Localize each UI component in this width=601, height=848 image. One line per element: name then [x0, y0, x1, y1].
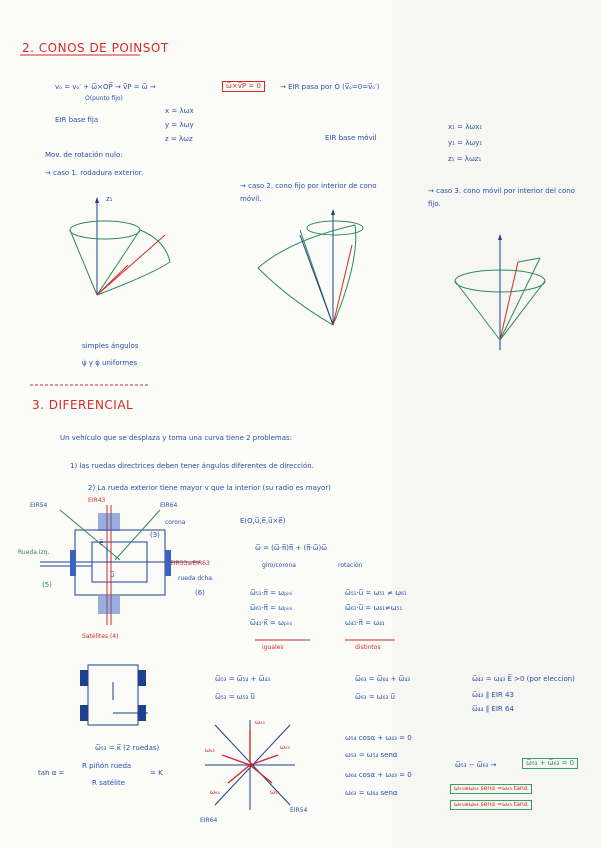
tag-distintos: distintos [355, 644, 381, 651]
star-eir54: EIR54 [290, 807, 308, 814]
star-w53: ω₅₃ [280, 744, 290, 751]
label-n6: (6) [195, 589, 205, 597]
label-eir64: EIR64 [160, 502, 178, 509]
result-tan-2: ω₆₃≡ω₆₄ senα =ω₄₃ tanα [450, 800, 532, 810]
eir-origin-note: → EIR pasa por O (v̅ₒ=0=v̅ₒ′) [280, 83, 380, 91]
mobile-eq-x: x₁ = λωx₁ [448, 123, 483, 131]
wheel-vector-note: ω̅₅₃ = κ̅ (2 ruedas) [95, 744, 160, 752]
tag-iguales: iguales [262, 644, 284, 651]
sin-eq-2: ω₅₃ = ω₅₄ senα [345, 751, 398, 759]
label-rueda-izq: Rueda izq. [18, 549, 50, 556]
result-tan-1: ω₅₃≡ω₅₄ senα =ω₄₃ tanα [450, 784, 532, 794]
label-n3: (3) [150, 531, 160, 539]
case-2-label: → caso 2. cono fijo por interior de cono móvil. [240, 182, 377, 203]
car-sketch [80, 665, 148, 725]
rotation-null-label: Mov. de rotación nulo: [45, 151, 123, 159]
w43-def: ω̅₄₃ = ω₄₃ E̅ >0 (por eleccion) [472, 675, 575, 683]
diff-line-2: 1) las ruedas directrices deben tener ángulos diferentes de dirección. [70, 462, 314, 470]
label-rueda-dcha: rueda dcha. [178, 575, 214, 582]
vector-star-diagram [205, 720, 295, 810]
diff-line-1: Un vehículo que se desplaza y toma una curva tiene 2 problemas: [60, 434, 293, 442]
sin-eq-4: ω₆₃ = ω₆₄ senα [345, 789, 398, 797]
right-eq-2: ω̅₆₁·u̅ = ω₆₁≠ω₅₁ [345, 604, 403, 612]
eir-fixed-label: EIR base fija [55, 116, 99, 124]
label-n5: (5) [42, 581, 52, 589]
eir-mobile-label: EIR base móvil [325, 134, 377, 142]
boxed-condition: ω̅×v̅P = 0 [222, 81, 265, 92]
mobile-eq-y: y₁ = λωy₁ [448, 139, 483, 147]
sub-giro: giro/corona [262, 562, 296, 569]
cone-case-1 [70, 197, 170, 295]
w53-sum: ω̅₅₃ = ω̅₅₄ + ω̅₄₃ [215, 675, 271, 683]
label-u-vec: u̅ [110, 571, 115, 579]
sin-eq-1: ω₅₄ cosα + ω₄₃ = 0 [345, 734, 412, 742]
tan-result: = K [150, 769, 163, 777]
right-eq-1: ω̅₅₁·u̅ = ω₅₁ ≠ ω₆₁ [345, 589, 407, 597]
label-satellites: Satélites (4) [82, 633, 119, 640]
case-3-label: → caso 3. cono móvil por interior del cono fijo. [428, 187, 575, 208]
velocity-equation: vₒ = vₒ′ + ω̅×OP̅ → v̅P = ω̅ → [55, 83, 156, 91]
left-eq-2: ω̅₆₁·π̅ = ωₚᵢₙᵢ [250, 604, 293, 612]
cone-case-2 [258, 209, 363, 325]
w63-sum: ω̅₆₃ = ω̅₆₄ + ω̅₄₃ [355, 675, 411, 683]
omega-decomposition: ω̅ = (ω̅·π̅)π̅ + (π̅·ω̅)ω̅ [255, 544, 328, 552]
fixed-eq-x: x = λωx [165, 107, 194, 115]
star-w54: ω₅₄ [270, 789, 280, 796]
w44-eir: ω̅₄₄ ∥ EIR 64 [472, 705, 514, 713]
star-w43: ω₄₃ [255, 719, 265, 726]
w43-eir: ω̅₄₃ ∥ EIR 43 [472, 691, 514, 699]
w63-axis: ω̅₆₃ = ω₆₃ u̅ [355, 693, 395, 701]
left-eq-3: ω̅₄₁·κ̅ = ωₚᵢₙᵢ [250, 619, 293, 627]
mobile-eq-z: z₁ = λωz₁ [448, 155, 482, 163]
fixed-point-note: O(punto fijo) [85, 95, 123, 102]
right-eq-3: ω₄₁·π̅ = ω₄₁ [345, 619, 385, 627]
sub-rotacion: rotación [338, 562, 363, 569]
tan-denominator: R satélite [92, 779, 126, 787]
w53-axis: ω̅₅₃ = ω₅₃ u̅ [215, 693, 255, 701]
star-w63: ω₆₃ [205, 747, 215, 754]
label-e-vec: e̅ [99, 539, 104, 547]
left-eq-1: ω̅₅₁·π̅ = ωₚᵢₙᵢ [250, 589, 293, 597]
result-prefix: ω̅₅₃ − ω̅₆₃ → [455, 761, 497, 769]
result-boxed: ω̅₅₃ + ω̅₆₃ = 0 [522, 758, 578, 769]
diff-line-3: 2) La rueda exterior tiene mayor v que la interior (su radio es mayor) [88, 484, 331, 492]
reference-system: E(O,u̅,e̅,u̅×e̅) [240, 517, 286, 525]
section-3-title: 3. DIFERENCIAL [32, 398, 134, 412]
star-eir64: EIR64 [200, 817, 218, 824]
label-eir43: EIR43 [88, 497, 106, 504]
sin-eq-3: ω₆₄ cosα + ω₄₃ = 0 [345, 771, 412, 779]
fixed-eq-y: y = λωy [165, 121, 194, 129]
note-uniform: ψ̇ y φ̇ uniformes [82, 359, 138, 367]
tan-label: tan α = [38, 769, 65, 777]
case-1-label: → caso 1. rodadura exterior. [45, 169, 144, 177]
fixed-eq-z: z = λωz [165, 135, 193, 143]
label-corona: corona [165, 519, 186, 526]
star-w64: ω₆₄ [210, 789, 220, 796]
axis-z1-label: z₁ [106, 195, 113, 203]
label-eir53: EIR53≡EIR63 [170, 560, 210, 567]
tan-numerator: R piñón rueda [82, 762, 132, 770]
note-simple-angles: simples ángulos [82, 342, 139, 350]
section-2-title: 2. CONOS DE POINSOT [22, 41, 169, 55]
label-eir54: EIR54 [30, 502, 48, 509]
